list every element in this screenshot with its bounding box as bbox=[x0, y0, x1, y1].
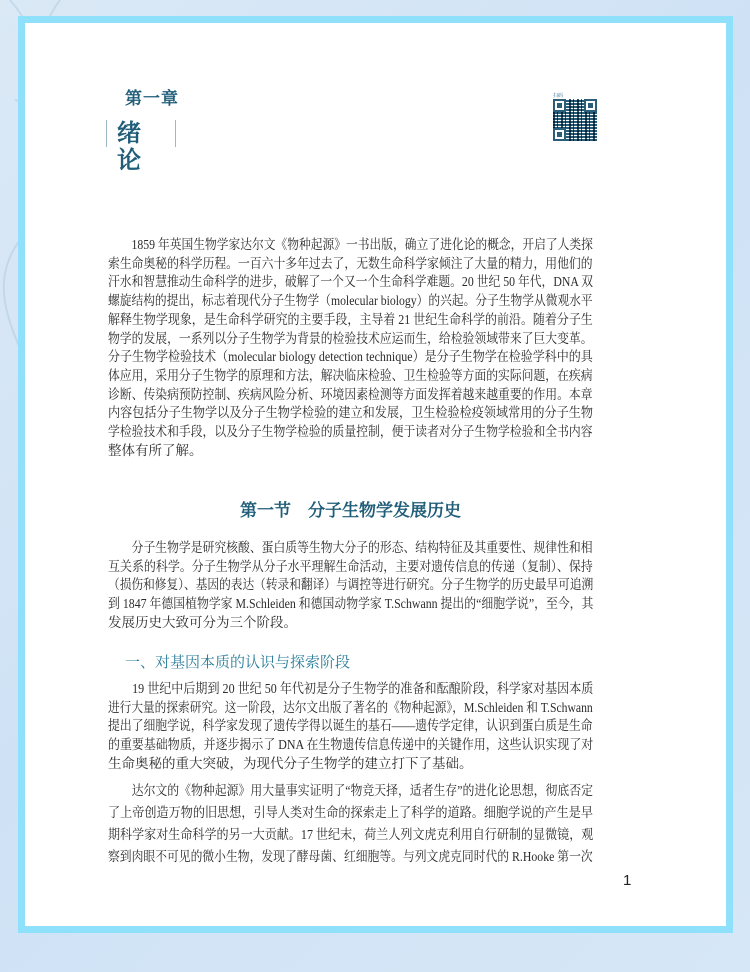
chapter-title-char: 绪 bbox=[117, 119, 159, 147]
chapter-title-char: 论 bbox=[117, 146, 159, 174]
text-line: 汗水和智慧推动生命科学的进步，破解了一个又一个生命科学难题。20 世纪 50 年代，DNA 双 bbox=[108, 274, 594, 290]
text-line: 提出了细胞学说，科学家发现了遗传学得以诞生的基石——遗传学定律，认识到蛋白质是生命 bbox=[108, 718, 593, 734]
text-line: 进行大量的探索研究。这一阶段，达尔文出版了著名的《物种起源》，M.Schleiden 和 T.Schwann bbox=[108, 699, 593, 715]
text-line: 诊断、传染病预防控制、疾病风险分析、环境因素检测等方面发挥着越来越重要的作用。本章 bbox=[108, 386, 593, 402]
intro-paragraph bbox=[108, 236, 593, 460]
text-line: 内容包括分子生物学以及分子生物学检验的建立和发展，卫生检验检疫领域常用的分子生物 bbox=[108, 405, 593, 421]
text-line: 1859 年英国生物学家达尔文《物种起源》一书出版，确立了进化论的概念，开启了人类探 bbox=[131, 237, 593, 252]
text-line: 了上帝创造万物的旧思想，引导人类对生命的探索走上了科学的道路。细胞学说的产生是早 bbox=[108, 805, 593, 820]
text-line: 互关系的科学。分子生物学从分子水平理解生命活动，主要对遗传信息的传递（复制）、保持 bbox=[108, 558, 593, 574]
text-line: 分子生物学是研究核酸、蛋白质等生物大分子的形态、结构特征及其重要性、规律性和相 bbox=[131, 540, 593, 555]
section-title: 第一节 分子生物学发展历史 bbox=[240, 501, 461, 521]
text-line: 到 1847 年德国植物学家 M.Schleiden 和德国动物学家 T.Schwann 提出的“细胞学说”，至今，其 bbox=[108, 596, 594, 612]
text-line: 达尔文的《物种起源》用大量事实证明了“物竞天择，适者生存”的进化论思想，彻底否定 bbox=[131, 783, 593, 798]
text-line: 期科学家对生命科学的另一大贡献。17 世纪末，荷兰人列文虎克利用自行研制的显微镜，观 bbox=[108, 827, 594, 842]
text-line: 物学的发展，一系列以分子生物学为背景的检验技术应运而生，给检验领域带来了巨大变革。 bbox=[108, 330, 593, 346]
subsection-paragraph-1 bbox=[108, 680, 593, 774]
section-paragraph bbox=[108, 539, 593, 633]
text-line: 体应用，采用分子生物学的原理和方法，解决临床检验、卫生检验等方面的实际问题，在疾病 bbox=[108, 367, 593, 383]
chapter-number: 第一章 bbox=[125, 89, 179, 109]
subsection-title: 一、对基因本质的认识与探索阶段 bbox=[125, 653, 351, 671]
text-line: 整体有所了解。 bbox=[108, 442, 203, 458]
text-line: 分子生物学检验技术（molecular biology detection technique）是分子生物学在检验学科中的具 bbox=[108, 349, 593, 365]
text-line: 索生命奥秘的科学历程。一百六十多年过去了，无数生命科学家倾注了大量的精力，用他们的 bbox=[108, 255, 593, 271]
page-number: 1 bbox=[623, 872, 632, 889]
text-line: （损伤和修复）、基因的表达（转录和翻译）与调控等进行研究。分子生物学的历史最早可追溯 bbox=[108, 577, 594, 593]
text-line: 生命奥秘的重大突破，为现代分子生物学的建立打下了基础。 bbox=[108, 755, 473, 771]
text-line: 螺旋结构的提出，标志着现代分子生物学（molecular biology）的兴起。分子生物学从微观水平 bbox=[108, 293, 593, 309]
text-line: 解释生物学现象，是生命科学研究的主要手段，主导着 21 世纪生命科学的前沿。随着分子生 bbox=[108, 311, 593, 327]
qr-code[interactable] bbox=[553, 93, 597, 141]
text-line: 的重要基础物质，并逐步揭示了 DNA 在生物遗传信息传递中的关键作用，这些认识实现了对 bbox=[108, 737, 594, 753]
qr-label: 扫码 bbox=[553, 93, 564, 99]
text-line: 发展历史大致可分为三个阶段。 bbox=[108, 614, 297, 630]
qr-code-icon bbox=[553, 99, 597, 141]
text-line: 学检验技术和手段，以及分子生物学检验的质量控制，便于读者对分子生物学检验和全书内容 bbox=[108, 424, 593, 440]
text-line: 察到肉眼不可见的微小生物，发现了酵母菌、红细胞等。与列文虎克同时代的 R.Hooke 第一次 bbox=[108, 849, 593, 864]
chapter-title bbox=[106, 119, 176, 174]
subsection-paragraph-2 bbox=[108, 780, 593, 868]
text-line: 19 世纪中后期到 20 世纪 50 年代初是分子生物学的准备和酝酿阶段，科学家对基因本质 bbox=[132, 681, 594, 696]
